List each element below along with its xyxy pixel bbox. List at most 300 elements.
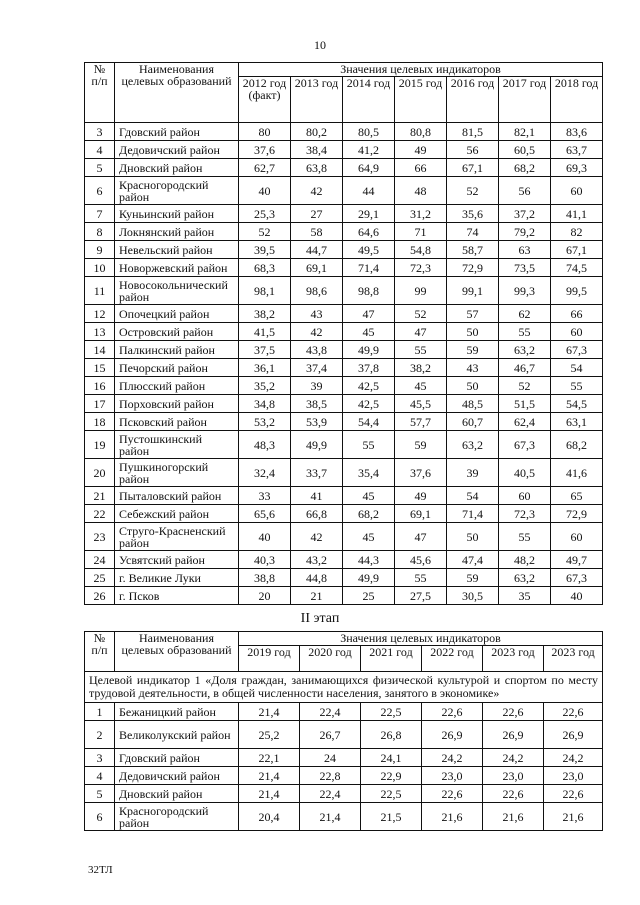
value-cell: 47 xyxy=(343,305,395,323)
value-cell: 52 xyxy=(395,305,447,323)
value-cell: 26,7 xyxy=(300,721,361,749)
table-row xyxy=(85,459,603,487)
table-row xyxy=(85,767,603,785)
row-number: 5 xyxy=(85,785,115,803)
value-cell: 66,8 xyxy=(291,505,343,523)
value-cell: 60 xyxy=(551,177,603,205)
value-cell: 55 xyxy=(499,523,551,551)
value-cell: 69,1 xyxy=(395,505,447,523)
value-cell: 55 xyxy=(551,377,603,395)
value-cell: 56 xyxy=(499,177,551,205)
row-number: 21 xyxy=(85,487,115,505)
value-cell: 45 xyxy=(395,377,447,395)
col-header-values: Значения целевых индикаторов xyxy=(239,632,603,646)
value-cell: 69,3 xyxy=(551,159,603,177)
table-row xyxy=(85,523,603,551)
value-cell: 64,9 xyxy=(343,159,395,177)
value-cell: 60,5 xyxy=(499,141,551,159)
year-header: 2014 год xyxy=(343,77,395,123)
row-number: 3 xyxy=(85,123,115,141)
year-header: 2015 год xyxy=(395,77,447,123)
value-cell: 22,5 xyxy=(361,785,422,803)
value-cell: 48 xyxy=(395,177,447,205)
district-name: Гдовский район xyxy=(115,749,239,767)
table-row xyxy=(85,505,603,523)
value-cell: 63,2 xyxy=(447,431,499,459)
table-row xyxy=(85,413,603,431)
year-header: 2023 год xyxy=(544,646,603,672)
value-cell: 99,5 xyxy=(551,277,603,305)
value-cell: 40 xyxy=(239,177,291,205)
table-row xyxy=(85,587,603,605)
value-cell: 22,9 xyxy=(361,767,422,785)
value-cell: 47 xyxy=(395,523,447,551)
district-name: Псковский район xyxy=(115,413,239,431)
value-cell: 60 xyxy=(551,323,603,341)
value-cell: 24,2 xyxy=(483,749,544,767)
value-cell: 98,1 xyxy=(239,277,291,305)
row-number: 14 xyxy=(85,341,115,359)
row-number: 22 xyxy=(85,505,115,523)
value-cell: 73,5 xyxy=(499,259,551,277)
value-cell: 21,4 xyxy=(239,767,300,785)
value-cell: 43,2 xyxy=(291,551,343,569)
value-cell: 41,6 xyxy=(551,459,603,487)
district-name: Печорский район xyxy=(115,359,239,377)
value-cell: 22,4 xyxy=(300,703,361,721)
value-cell: 47 xyxy=(395,323,447,341)
value-cell: 38,4 xyxy=(291,141,343,159)
row-number: 6 xyxy=(85,177,115,205)
value-cell: 38,2 xyxy=(395,359,447,377)
district-name: Палкинский район xyxy=(115,341,239,359)
value-cell: 48,3 xyxy=(239,431,291,459)
value-cell: 24,1 xyxy=(361,749,422,767)
row-number: 6 xyxy=(85,803,115,831)
value-cell: 44,8 xyxy=(291,569,343,587)
value-cell: 63,7 xyxy=(551,141,603,159)
value-cell: 52 xyxy=(499,377,551,395)
table-row xyxy=(85,223,603,241)
value-cell: 99,3 xyxy=(499,277,551,305)
value-cell: 35 xyxy=(499,587,551,605)
row-number: 9 xyxy=(85,241,115,259)
value-cell: 22,4 xyxy=(300,785,361,803)
row-number: 1 xyxy=(85,703,115,721)
value-cell: 35,6 xyxy=(447,205,499,223)
value-cell: 71,4 xyxy=(447,505,499,523)
value-cell: 42,5 xyxy=(343,377,395,395)
value-cell: 27,5 xyxy=(395,587,447,605)
value-cell: 22,6 xyxy=(544,785,603,803)
value-cell: 42 xyxy=(291,523,343,551)
value-cell: 22,1 xyxy=(239,749,300,767)
row-number: 15 xyxy=(85,359,115,377)
col-header-name: Наименования целевых образований xyxy=(115,632,239,672)
district-name: Красногородский район xyxy=(115,803,239,831)
row-number: 4 xyxy=(85,767,115,785)
table-row xyxy=(85,259,603,277)
value-cell: 98,8 xyxy=(343,277,395,305)
value-cell: 48,5 xyxy=(447,395,499,413)
value-cell: 53,9 xyxy=(291,413,343,431)
value-cell: 35,2 xyxy=(239,377,291,395)
row-number: 13 xyxy=(85,323,115,341)
value-cell: 21,6 xyxy=(544,803,603,831)
value-cell: 49,5 xyxy=(343,241,395,259)
table-row xyxy=(85,205,603,223)
district-name: г. Псков xyxy=(115,587,239,605)
value-cell: 63 xyxy=(499,241,551,259)
value-cell: 38,5 xyxy=(291,395,343,413)
year-header: 2019 год xyxy=(239,646,300,672)
value-cell: 24,2 xyxy=(422,749,483,767)
value-cell: 41,2 xyxy=(343,141,395,159)
value-cell: 23,0 xyxy=(483,767,544,785)
row-number: 4 xyxy=(85,141,115,159)
value-cell: 67,3 xyxy=(551,341,603,359)
table-row xyxy=(85,123,603,141)
district-name: Дновский район xyxy=(115,159,239,177)
value-cell: 79,2 xyxy=(499,223,551,241)
value-cell: 42 xyxy=(291,177,343,205)
value-cell: 38,8 xyxy=(239,569,291,587)
value-cell: 54,5 xyxy=(551,395,603,413)
table-row xyxy=(85,305,603,323)
value-cell: 63,2 xyxy=(499,569,551,587)
value-cell: 21,4 xyxy=(239,703,300,721)
value-cell: 65,6 xyxy=(239,505,291,523)
table-row xyxy=(85,803,603,831)
value-cell: 32,4 xyxy=(239,459,291,487)
table-row xyxy=(85,241,603,259)
value-cell: 52 xyxy=(447,177,499,205)
district-name: Островский район xyxy=(115,323,239,341)
value-cell: 24,2 xyxy=(544,749,603,767)
row-number: 12 xyxy=(85,305,115,323)
value-cell: 55 xyxy=(395,341,447,359)
value-cell: 49 xyxy=(395,487,447,505)
value-cell: 20 xyxy=(239,587,291,605)
value-cell: 69,1 xyxy=(291,259,343,277)
value-cell: 80,5 xyxy=(343,123,395,141)
value-cell: 44,3 xyxy=(343,551,395,569)
value-cell: 21,6 xyxy=(422,803,483,831)
value-cell: 56 xyxy=(447,141,499,159)
value-cell: 71 xyxy=(395,223,447,241)
value-cell: 37,6 xyxy=(395,459,447,487)
value-cell: 42,5 xyxy=(343,395,395,413)
value-cell: 37,2 xyxy=(499,205,551,223)
value-cell: 37,6 xyxy=(239,141,291,159)
value-cell: 68,2 xyxy=(551,431,603,459)
value-cell: 59 xyxy=(447,341,499,359)
value-cell: 53,2 xyxy=(239,413,291,431)
value-cell: 48,2 xyxy=(499,551,551,569)
value-cell: 63,1 xyxy=(551,413,603,431)
value-cell: 41 xyxy=(291,487,343,505)
footer-code: 32ТЛ xyxy=(88,864,113,876)
indicator-description: Целевой индикатор 1 «Доля граждан, занимающихся физической культурой и спортом по месту трудовой деятельности, в общей численности населения, занятого в экономике» xyxy=(85,672,603,703)
district-name: Куньинский район xyxy=(115,205,239,223)
table-row xyxy=(85,569,603,587)
value-cell: 63,2 xyxy=(499,341,551,359)
value-cell: 44 xyxy=(343,177,395,205)
value-cell: 66 xyxy=(551,305,603,323)
stage-title: II этап xyxy=(300,611,340,626)
table-row xyxy=(85,721,603,749)
district-name: Дедовичский район xyxy=(115,141,239,159)
value-cell: 22,6 xyxy=(422,785,483,803)
value-cell: 54 xyxy=(447,487,499,505)
value-cell: 72,9 xyxy=(551,505,603,523)
value-cell: 54,8 xyxy=(395,241,447,259)
table-row xyxy=(85,431,603,459)
value-cell: 26,8 xyxy=(361,721,422,749)
district-name: Пыталовский район xyxy=(115,487,239,505)
row-number: 17 xyxy=(85,395,115,413)
value-cell: 74 xyxy=(447,223,499,241)
value-cell: 49,9 xyxy=(343,341,395,359)
page-number: 10 xyxy=(314,38,326,52)
year-header: 2012 год (факт) xyxy=(239,77,291,123)
district-name: Опочецкий район xyxy=(115,305,239,323)
col-header-number: № п/п xyxy=(85,632,115,672)
value-cell: 42 xyxy=(291,323,343,341)
value-cell: 39 xyxy=(447,459,499,487)
value-cell: 23,0 xyxy=(544,767,603,785)
value-cell: 30,5 xyxy=(447,587,499,605)
value-cell: 60 xyxy=(551,523,603,551)
value-cell: 34,8 xyxy=(239,395,291,413)
value-cell: 49,7 xyxy=(551,551,603,569)
district-name: г. Великие Луки xyxy=(115,569,239,587)
district-name: Дновский район xyxy=(115,785,239,803)
value-cell: 45,6 xyxy=(395,551,447,569)
value-cell: 80,8 xyxy=(395,123,447,141)
value-cell: 55 xyxy=(499,323,551,341)
value-cell: 82 xyxy=(551,223,603,241)
value-cell: 57,7 xyxy=(395,413,447,431)
district-name: Пустошкинский район xyxy=(115,431,239,459)
value-cell: 74,5 xyxy=(551,259,603,277)
value-cell: 46,7 xyxy=(499,359,551,377)
row-number: 25 xyxy=(85,569,115,587)
table-row xyxy=(85,487,603,505)
value-cell: 22,6 xyxy=(422,703,483,721)
value-cell: 51,5 xyxy=(499,395,551,413)
row-number: 2 xyxy=(85,721,115,749)
value-cell: 35,4 xyxy=(343,459,395,487)
year-header: 2023 год xyxy=(483,646,544,672)
value-cell: 25,3 xyxy=(239,205,291,223)
value-cell: 63,8 xyxy=(291,159,343,177)
col-header-values: Значения целевых индикаторов xyxy=(239,63,603,77)
value-cell: 55 xyxy=(395,569,447,587)
value-cell: 58 xyxy=(291,223,343,241)
value-cell: 21,5 xyxy=(361,803,422,831)
value-cell: 62 xyxy=(499,305,551,323)
row-number: 5 xyxy=(85,159,115,177)
table-row xyxy=(85,323,603,341)
value-cell: 49,9 xyxy=(343,569,395,587)
row-number: 3 xyxy=(85,749,115,767)
value-cell: 54 xyxy=(551,359,603,377)
value-cell: 25,2 xyxy=(239,721,300,749)
value-cell: 25 xyxy=(343,587,395,605)
year-header: 2021 год xyxy=(361,646,422,672)
value-cell: 37,4 xyxy=(291,359,343,377)
value-cell: 39,5 xyxy=(239,241,291,259)
value-cell: 47,4 xyxy=(447,551,499,569)
value-cell: 27 xyxy=(291,205,343,223)
district-name: Локнянский район xyxy=(115,223,239,241)
district-name: Невельский район xyxy=(115,241,239,259)
value-cell: 37,8 xyxy=(343,359,395,377)
value-cell: 40,5 xyxy=(499,459,551,487)
table-row xyxy=(85,159,603,177)
value-cell: 29,1 xyxy=(343,205,395,223)
year-header: 2022 год xyxy=(422,646,483,672)
value-cell: 59 xyxy=(447,569,499,587)
value-cell: 72,3 xyxy=(499,505,551,523)
value-cell: 72,9 xyxy=(447,259,499,277)
table-row xyxy=(85,177,603,205)
value-cell: 98,6 xyxy=(291,277,343,305)
value-cell: 22,5 xyxy=(361,703,422,721)
value-cell: 64,6 xyxy=(343,223,395,241)
value-cell: 83,6 xyxy=(551,123,603,141)
value-cell: 54,4 xyxy=(343,413,395,431)
table-row xyxy=(85,341,603,359)
value-cell: 50 xyxy=(447,323,499,341)
value-cell: 26,9 xyxy=(422,721,483,749)
value-cell: 52 xyxy=(239,223,291,241)
district-name: Дедовичский район xyxy=(115,767,239,785)
table-row xyxy=(85,551,603,569)
value-cell: 33 xyxy=(239,487,291,505)
row-number: 16 xyxy=(85,377,115,395)
district-name: Плюсский район xyxy=(115,377,239,395)
value-cell: 68,2 xyxy=(343,505,395,523)
value-cell: 50 xyxy=(447,377,499,395)
year-header: 2020 год xyxy=(300,646,361,672)
table-row xyxy=(85,277,603,305)
value-cell: 68,2 xyxy=(499,159,551,177)
value-cell: 26,9 xyxy=(544,721,603,749)
value-cell: 36,1 xyxy=(239,359,291,377)
value-cell: 23,0 xyxy=(422,767,483,785)
value-cell: 22,8 xyxy=(300,767,361,785)
value-cell: 21,4 xyxy=(300,803,361,831)
value-cell: 55 xyxy=(343,431,395,459)
value-cell: 80 xyxy=(239,123,291,141)
value-cell: 49,9 xyxy=(291,431,343,459)
value-cell: 71,4 xyxy=(343,259,395,277)
value-cell: 58,7 xyxy=(447,241,499,259)
value-cell: 60 xyxy=(499,487,551,505)
row-number: 20 xyxy=(85,459,115,487)
value-cell: 41,1 xyxy=(551,205,603,223)
value-cell: 62,7 xyxy=(239,159,291,177)
value-cell: 21 xyxy=(291,587,343,605)
district-name: Новоржевский район xyxy=(115,259,239,277)
value-cell: 31,2 xyxy=(395,205,447,223)
year-header: 2013 год xyxy=(291,77,343,123)
value-cell: 49 xyxy=(395,141,447,159)
value-cell: 72,3 xyxy=(395,259,447,277)
table-row xyxy=(85,749,603,767)
year-header: 2016 год xyxy=(447,77,499,123)
value-cell: 22,6 xyxy=(483,703,544,721)
value-cell: 45 xyxy=(343,323,395,341)
table-row xyxy=(85,785,603,803)
value-cell: 39 xyxy=(291,377,343,395)
row-number: 19 xyxy=(85,431,115,459)
district-name: Бежаницкий район xyxy=(115,703,239,721)
value-cell: 45,5 xyxy=(395,395,447,413)
table-row xyxy=(85,377,603,395)
value-cell: 43 xyxy=(447,359,499,377)
value-cell: 67,3 xyxy=(499,431,551,459)
value-cell: 45 xyxy=(343,487,395,505)
value-cell: 21,4 xyxy=(239,785,300,803)
row-number: 11 xyxy=(85,277,115,305)
value-cell: 67,1 xyxy=(447,159,499,177)
district-name: Себежский район xyxy=(115,505,239,523)
table-row xyxy=(85,703,603,721)
value-cell: 37,5 xyxy=(239,341,291,359)
value-cell: 82,1 xyxy=(499,123,551,141)
value-cell: 41,5 xyxy=(239,323,291,341)
district-name: Великолукский район xyxy=(115,721,239,749)
value-cell: 21,6 xyxy=(483,803,544,831)
value-cell: 22,6 xyxy=(483,785,544,803)
value-cell: 43,8 xyxy=(291,341,343,359)
value-cell: 24 xyxy=(300,749,361,767)
value-cell: 50 xyxy=(447,523,499,551)
value-cell: 57 xyxy=(447,305,499,323)
district-name: Усвятский район xyxy=(115,551,239,569)
value-cell: 80,2 xyxy=(291,123,343,141)
table-row xyxy=(85,141,603,159)
col-header-number: № п/п xyxy=(85,63,115,123)
value-cell: 45 xyxy=(343,523,395,551)
indicators-table-stage2 xyxy=(84,631,603,831)
district-name: Струго-Красненский район xyxy=(115,523,239,551)
district-name: Красногородский район xyxy=(115,177,239,205)
row-number: 24 xyxy=(85,551,115,569)
value-cell: 62,4 xyxy=(499,413,551,431)
value-cell: 40,3 xyxy=(239,551,291,569)
value-cell: 60,7 xyxy=(447,413,499,431)
year-header: 2018 год xyxy=(551,77,603,123)
value-cell: 40 xyxy=(239,523,291,551)
value-cell: 68,3 xyxy=(239,259,291,277)
value-cell: 26,9 xyxy=(483,721,544,749)
table-row xyxy=(85,359,603,377)
row-number: 18 xyxy=(85,413,115,431)
row-number: 7 xyxy=(85,205,115,223)
row-number: 10 xyxy=(85,259,115,277)
row-number: 8 xyxy=(85,223,115,241)
district-name: Пушкиногорский район xyxy=(115,459,239,487)
col-header-name: Наименования целевых образований xyxy=(115,63,239,123)
value-cell: 38,2 xyxy=(239,305,291,323)
district-name: Новосокольнический район xyxy=(115,277,239,305)
value-cell: 67,3 xyxy=(551,569,603,587)
value-cell: 66 xyxy=(395,159,447,177)
